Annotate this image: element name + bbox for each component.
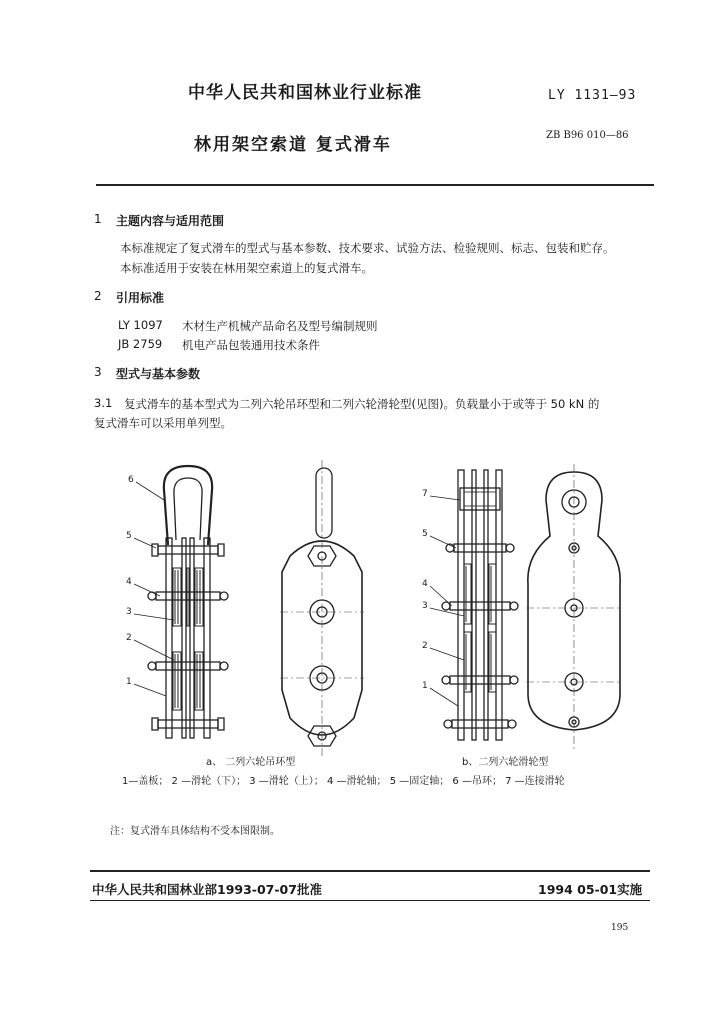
clause-3-1-number: 3.1 — [94, 396, 113, 410]
callout-b-4: 4 — [422, 579, 428, 589]
section-1-paragraph-1: 本标准规定了复式滑车的型式与基本参数、技术要求、试验方法、检验规则、标志、包装和贮存。 — [120, 241, 615, 255]
callout-b-5: 5 — [422, 529, 428, 539]
callout-a-5: 5 — [126, 531, 132, 541]
callout-b-2: 2 — [422, 641, 428, 651]
figure-legend: 1—盖板； 2 —滑轮（下）； 3 —滑轮（上）； 4 —滑轮轴； 5 —固定轴； 6 —吊环； 7 —连接滑轮 — [122, 776, 565, 787]
clause-3-1-line-1: 复式滑车的基本型式为二列六轮吊环型和二列六轮滑轮型(见图)。负载量小于或等于 50 kN 的 — [124, 397, 600, 411]
page-number: 195 — [611, 923, 629, 933]
section-1-number: 1 — [94, 212, 102, 226]
header-rule — [96, 184, 654, 186]
ref-1-code: LY 1097 — [118, 318, 163, 332]
ref-2-code: JB 2759 — [118, 337, 163, 351]
section-1-title: 主题内容与适用范围 — [116, 214, 225, 228]
section-3-title: 型式与基本参数 — [116, 367, 201, 381]
callout-b-3: 3 — [422, 601, 428, 611]
callout-b-7: 7 — [422, 489, 428, 499]
callout-a-3: 3 — [126, 607, 132, 617]
clause-3-1-line-2: 复式滑车可以采用单列型。 — [94, 416, 232, 430]
callout-a-4: 4 — [126, 577, 132, 587]
caption-figure-a: a、 二列六轮吊环型 — [206, 757, 296, 768]
callout-a-1: 1 — [126, 677, 132, 687]
approval-line: 中华人民共和国林业部1993-07-07批准 — [92, 882, 322, 897]
effective-date: 1994 05-01实施 — [538, 882, 643, 897]
issuing-agency: 中华人民共和国林业行业标准 — [188, 83, 422, 103]
section-1-paragraph-2: 本标准适用于安装在林用架空索道上的复式滑车。 — [120, 261, 373, 275]
standard-code: LY 1131—93 — [548, 88, 637, 103]
pulley-block-figure — [100, 460, 660, 760]
callout-a-6: 6 — [128, 475, 134, 485]
section-3-number: 3 — [94, 365, 102, 379]
classification-code: ZB B96 010—86 — [546, 130, 629, 141]
ref-1-name: 木材生产机械产品命名及型号编制规则 — [182, 319, 378, 333]
footer-rule-bottom — [90, 900, 650, 901]
figure-b-front-view — [442, 470, 518, 740]
callout-b-1: 1 — [422, 681, 428, 691]
document-title: 林用架空索道 复式滑车 — [194, 135, 392, 155]
ref-2-name: 机电产品包装通用技术条件 — [182, 338, 320, 352]
figure-a-front-view — [148, 466, 228, 738]
section-2-title: 引用标准 — [116, 291, 165, 305]
figure-note: 注：复式滑车具体结构不受本图限制。 — [110, 826, 280, 837]
callout-a-2: 2 — [126, 633, 132, 643]
caption-figure-b: b、二列六轮滑轮型 — [462, 757, 549, 768]
footer-rule — [90, 870, 650, 872]
section-2-number: 2 — [94, 289, 102, 303]
